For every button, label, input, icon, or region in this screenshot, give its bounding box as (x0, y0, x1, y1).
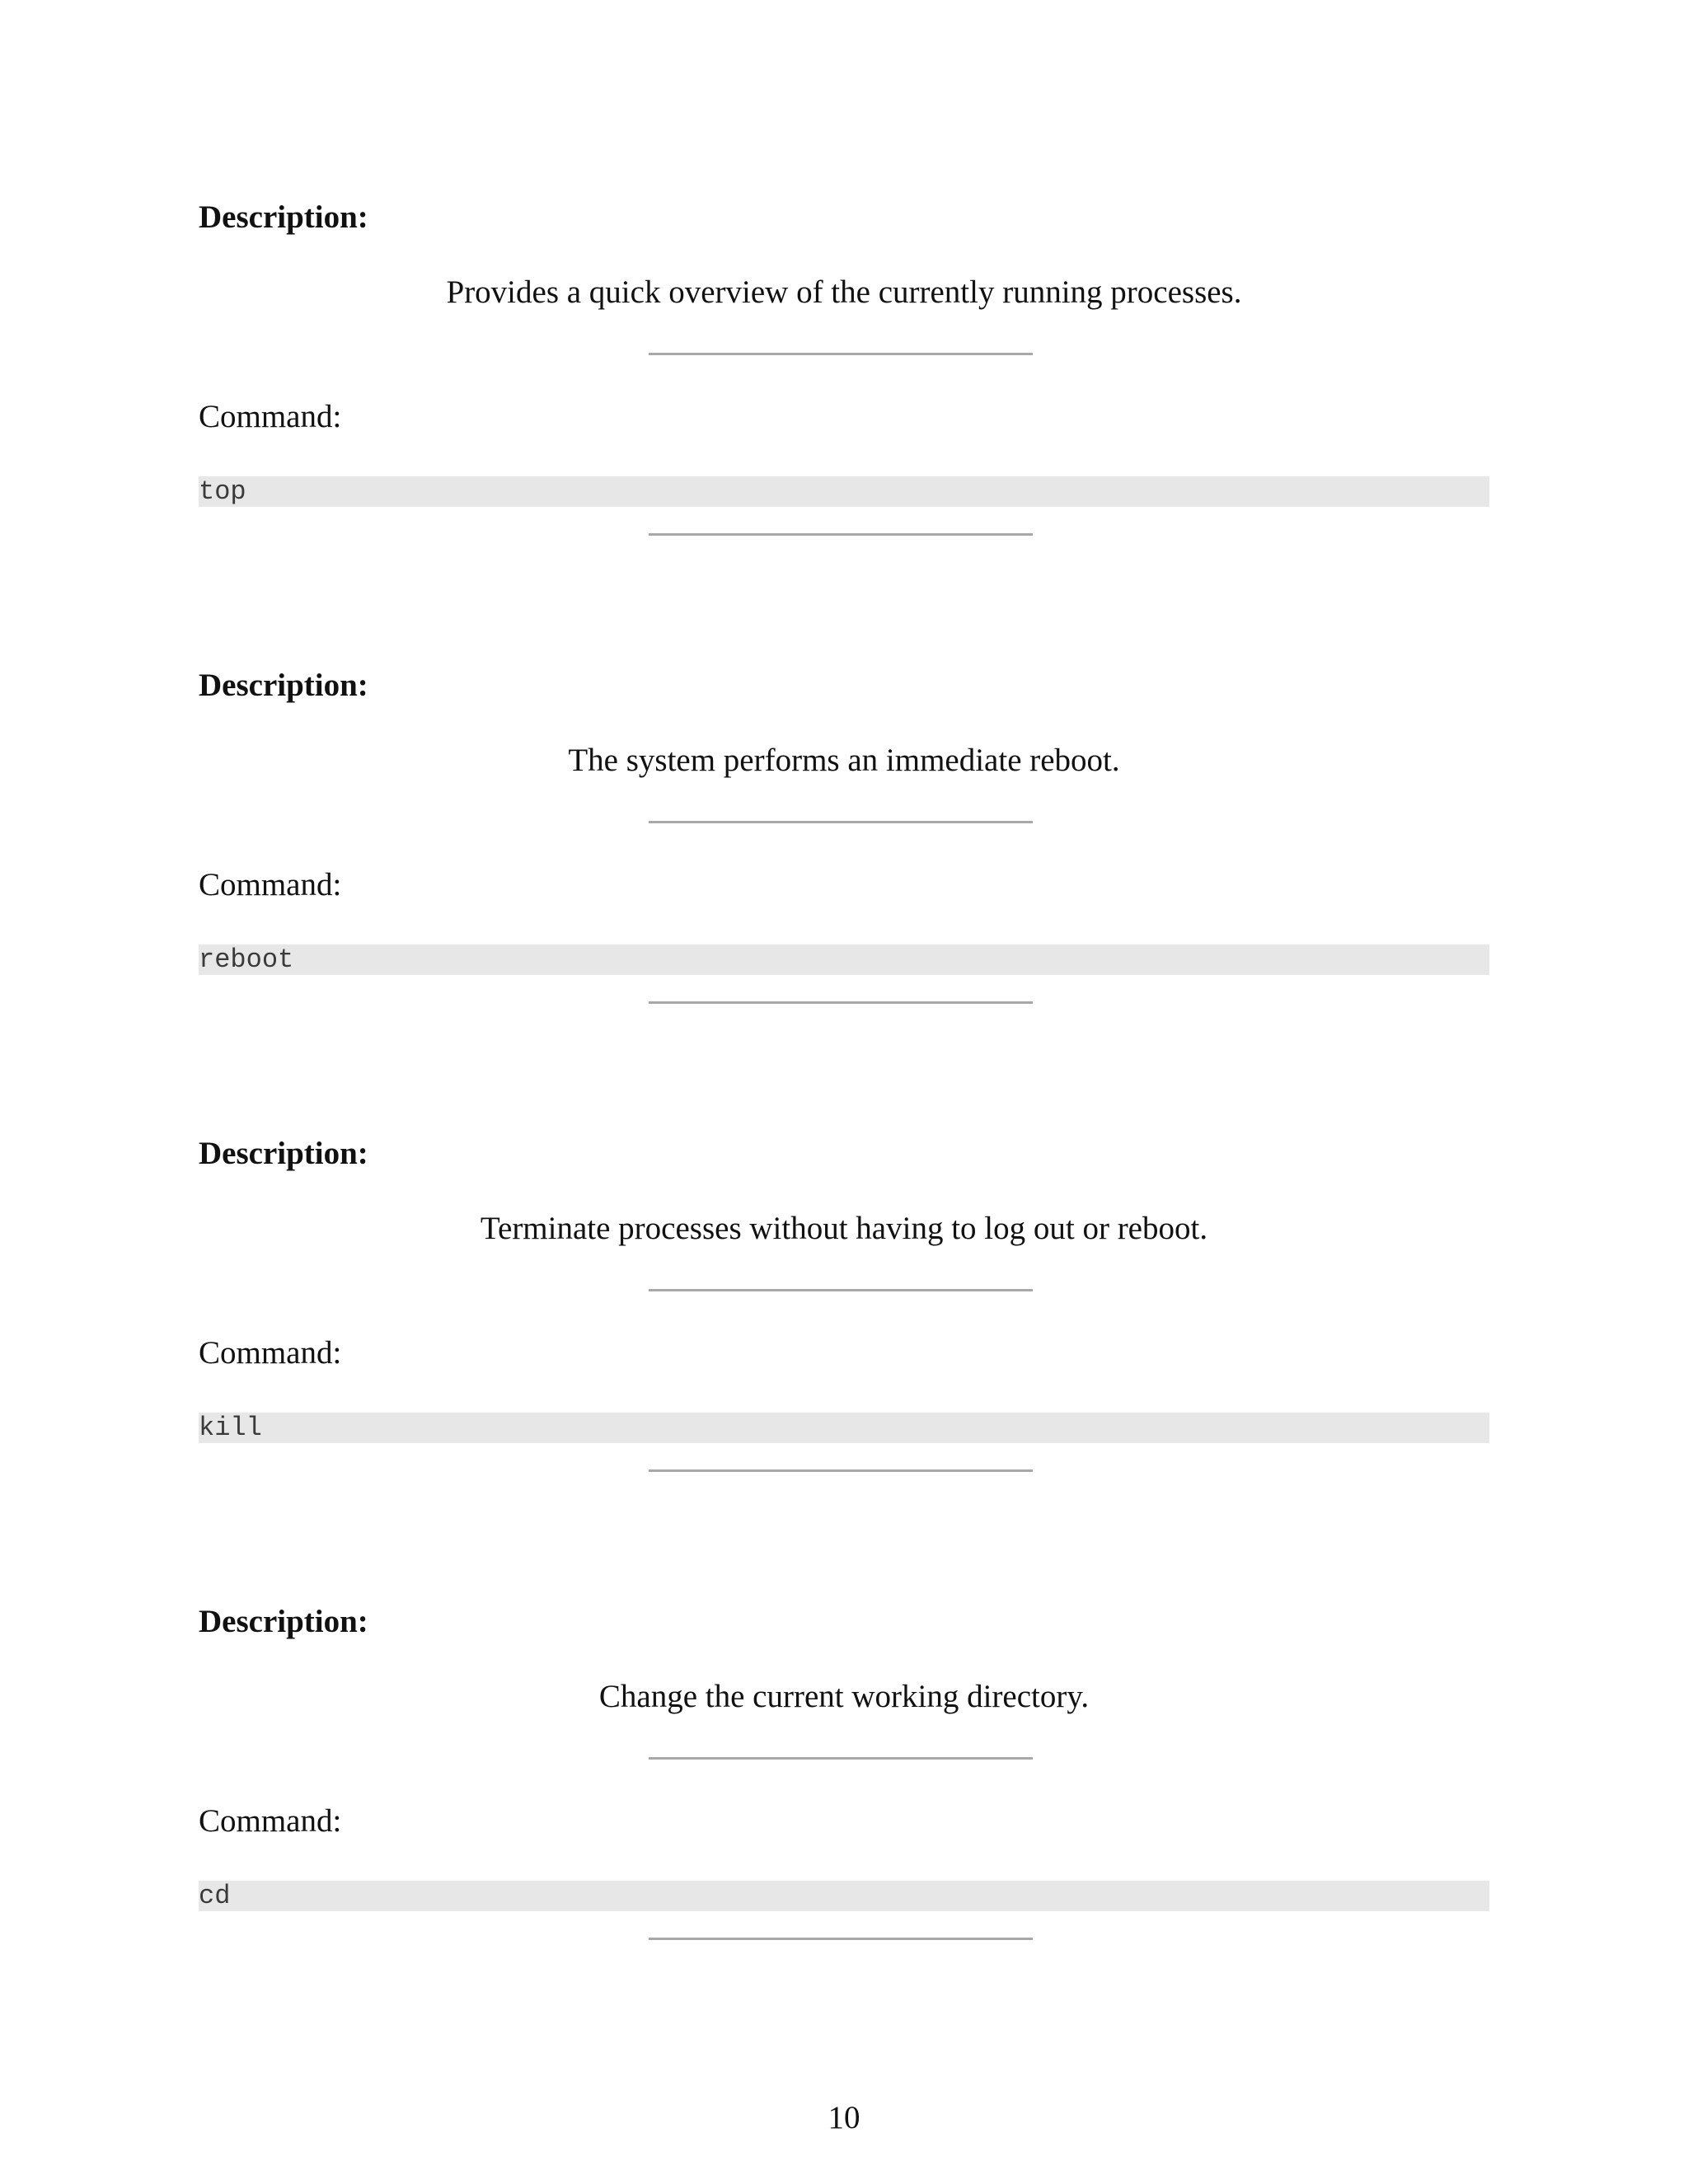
description-label: Description: (199, 1136, 368, 1171)
command-label: Command: (199, 1803, 342, 1839)
code-block (199, 1881, 1489, 1911)
description-label: Description: (199, 668, 368, 703)
description-text: The system performs an immediate reboot. (568, 743, 1120, 778)
separator-rule (649, 821, 1033, 823)
command-code: reboot (199, 944, 294, 975)
description-label: Description: (199, 199, 368, 235)
separator-rule (649, 1289, 1033, 1291)
separator-rule (649, 1938, 1033, 1940)
description-label: Description: (199, 1604, 368, 1639)
command-code: cd (199, 1881, 231, 1911)
command-code: kill (199, 1413, 262, 1443)
description-text: Terminate processes without having to log out or reboot. (480, 1211, 1208, 1246)
command-entry (0, 1404, 1688, 1911)
command-entry (0, 936, 1688, 1443)
command-entry (0, 0, 1688, 507)
description-text: Provides a quick overview of the currently running processes. (446, 274, 1242, 310)
command-label: Command: (199, 1335, 342, 1371)
command-label: Command: (199, 399, 342, 434)
description-text: Change the current working directory. (598, 1679, 1090, 1714)
command-label: Command: (199, 867, 342, 902)
separator-rule (649, 353, 1033, 355)
command-entry (0, 468, 1688, 975)
command-code: top (199, 476, 246, 507)
page-number: 10 (828, 2100, 860, 2135)
separator-rule (649, 1757, 1033, 1760)
